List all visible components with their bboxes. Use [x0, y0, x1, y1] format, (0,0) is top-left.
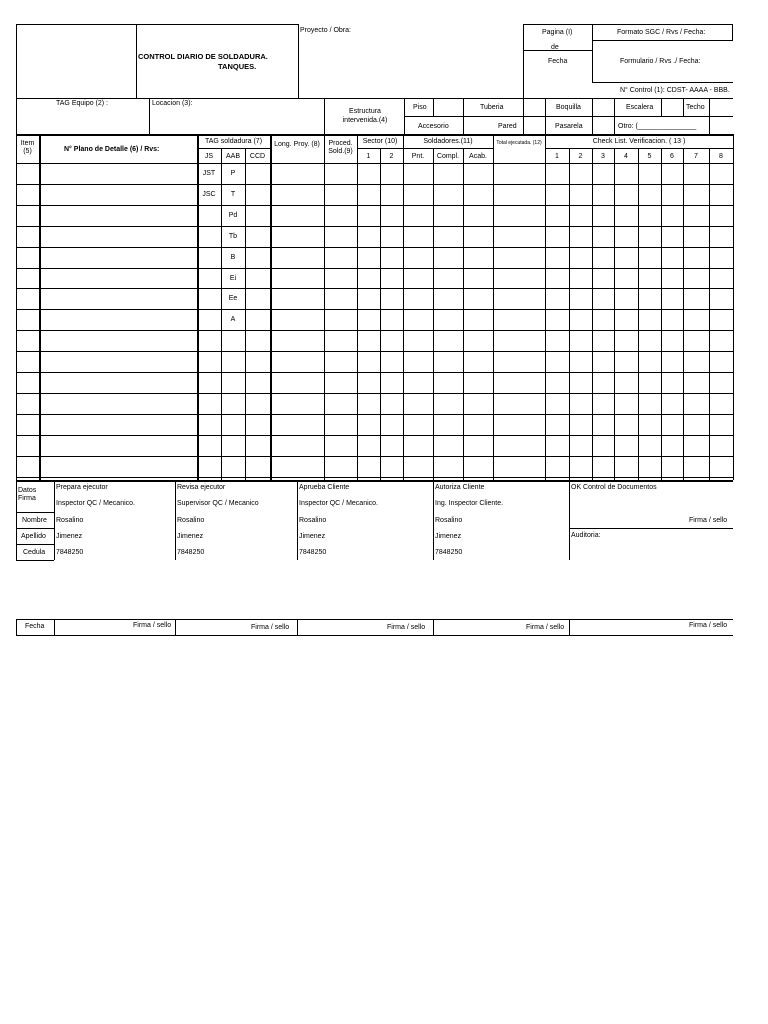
signature-3-nombre: Rosalino: [299, 517, 327, 524]
rule: [404, 116, 733, 117]
row-aab-value: T: [230, 191, 236, 198]
location-label: Locacion (3):: [152, 100, 193, 107]
rule: [16, 619, 17, 635]
audit-label: Auditoria:: [571, 532, 601, 539]
signature-2-role: Supervisor QC / Mecanico: [177, 500, 259, 507]
row-js-value: JST: [202, 170, 216, 177]
checklist-col-5: 5: [647, 153, 652, 160]
roof-option: Techo: [686, 104, 705, 111]
checklist-header: Check List. Verificacion. ( 13 ): [592, 138, 686, 145]
surname-label: Apellido: [21, 533, 46, 540]
rule: [324, 98, 325, 134]
rule: [16, 372, 733, 373]
rule: [297, 619, 298, 635]
doc-control-label: OK Control de Documentos: [571, 484, 657, 491]
doc-control-signature: Firma / sello: [689, 517, 728, 524]
rule: [732, 24, 733, 40]
rule: [297, 480, 298, 560]
row-aab-value: Tb: [228, 233, 238, 240]
signature-1-nombre: Rosalino: [56, 517, 84, 524]
nozzle-option: Boquilla: [556, 104, 581, 111]
rule: [16, 98, 17, 134]
rule: [523, 24, 733, 25]
rule: [16, 134, 17, 480]
row-aab-value: B: [230, 254, 236, 261]
date-label: Fecha: [548, 58, 568, 65]
rule: [592, 82, 733, 83]
tag-weld-header: TAG soldadura (7): [204, 138, 263, 145]
of-label: de: [551, 44, 559, 51]
floor-option: Piso: [413, 104, 427, 111]
checklist-col-2: 2: [578, 153, 583, 160]
rule: [709, 148, 710, 480]
rule: [16, 480, 733, 482]
rule: [569, 148, 570, 480]
footer-signature-1: Firma / sello: [133, 622, 172, 629]
welders-col-acab: Acab.: [469, 153, 487, 160]
rule: [175, 619, 176, 635]
signature-4-cedula: 7848250: [435, 549, 463, 556]
form-subtitle: TANQUES.: [218, 62, 257, 71]
rule: [433, 619, 434, 635]
sector-col-1: 1: [366, 153, 371, 160]
signature-4-role: Ing. Inspector Cliente.: [435, 500, 504, 507]
rule: [661, 98, 662, 116]
rule: [592, 24, 593, 82]
item-header: Item (5): [20, 140, 35, 155]
rule: [16, 512, 54, 513]
signature-1-title: Prepara ejecutor: [56, 484, 108, 491]
rule: [149, 98, 150, 134]
rule: [16, 163, 733, 164]
rule: [39, 134, 41, 480]
rule: [614, 148, 615, 480]
ccd-header: CCD: [249, 153, 266, 160]
rule: [16, 309, 733, 310]
rule: [298, 24, 299, 98]
rule: [54, 619, 55, 635]
rule: [16, 226, 733, 227]
signature-1-role: Inspector QC / Mecanico.: [56, 500, 135, 507]
length-header: Long. Proy. (8): [274, 141, 320, 148]
js-header: JS: [204, 153, 214, 160]
welders-col-pnt: Pnt.: [411, 153, 425, 160]
row-aab-value: Pd: [228, 212, 238, 219]
aab-header: AAB: [225, 153, 240, 160]
rule: [16, 247, 733, 248]
procedure-header: Proced. Sold.(9): [328, 140, 353, 155]
rule: [16, 528, 54, 529]
row-aab-value: Ee: [228, 295, 238, 302]
signature-2-cedula: 7848250: [177, 549, 205, 556]
checklist-col-7: 7: [694, 153, 698, 160]
rule: [16, 98, 733, 99]
rule: [16, 205, 733, 206]
footer-signature-2: Firma / sello: [251, 624, 290, 631]
welders-col-compl: Compl.: [436, 153, 460, 160]
rule: [380, 148, 381, 480]
rule: [54, 480, 55, 560]
rule: [16, 480, 17, 560]
rule: [569, 480, 570, 560]
sector-header: Sector (10): [362, 138, 398, 145]
rule: [16, 619, 733, 620]
control-number-label: N° Control (1): CDST- AAAA - BBB.: [620, 87, 730, 94]
structure-label: Estructura intervenida.(4): [342, 108, 388, 124]
rule: [403, 134, 404, 480]
signature-2-apellido: Jimenez: [177, 533, 204, 540]
signature-4-title: Autoriza Cliente: [435, 484, 485, 491]
ladder-option: Escalera: [626, 104, 654, 111]
total-header: Total ejecutada. (12): [496, 140, 542, 146]
rule: [523, 24, 524, 98]
id-label: Cedula: [23, 549, 46, 556]
accessory-option: Accesorio: [418, 123, 449, 130]
sector-col-2: 2: [389, 153, 394, 160]
signature-2-nombre: Rosalino: [177, 517, 205, 524]
rule: [197, 134, 199, 480]
rule: [16, 393, 733, 394]
row-aab-value: Ei: [229, 275, 237, 282]
rule: [592, 40, 733, 41]
rule: [433, 480, 434, 560]
rule: [16, 635, 733, 636]
signature-data-label: Datos Firma: [18, 487, 37, 502]
checklist-col-3: 3: [601, 153, 605, 160]
plan-header: N° Plano de Detalle (6) / Rvs:: [64, 146, 160, 153]
rule: [661, 148, 662, 480]
footer-signature-3: Firma / sello: [387, 624, 426, 631]
other-option: Otro: (_______________: [618, 123, 697, 130]
footer-signature-5: Firma / sello: [689, 622, 728, 629]
rule: [16, 288, 733, 289]
rule: [592, 148, 593, 480]
rule: [175, 480, 176, 560]
walkway-option: Pasarela: [555, 123, 583, 130]
rule: [733, 134, 734, 480]
rule: [16, 351, 733, 352]
rule: [683, 98, 684, 116]
signature-3-title: Aprueba Cliente: [299, 484, 350, 491]
signature-4-apellido: Jimenez: [435, 533, 462, 540]
rule: [16, 544, 54, 545]
signature-2-title: Revisa ejecutor: [177, 484, 226, 491]
signature-3-role: Inspector QC / Mecanico.: [299, 500, 378, 507]
welders-header: Soldadores.(11): [423, 138, 473, 145]
rule: [270, 134, 272, 480]
rule: [16, 477, 733, 478]
footer-signature-4: Firma / sello: [526, 624, 565, 631]
rule: [545, 148, 733, 149]
rule: [433, 98, 434, 116]
rule: [545, 134, 546, 480]
checklist-col-4: 4: [624, 153, 628, 160]
signature-4-nombre: Rosalino: [435, 517, 463, 524]
rule: [569, 619, 570, 635]
rule: [16, 268, 733, 269]
signature-3-apellido: Jimenez: [299, 533, 326, 540]
rule: [245, 148, 246, 480]
rule: [569, 528, 733, 529]
form-revision-label: Formulario / Rvs ./ Fecha:: [620, 58, 701, 65]
rule: [16, 414, 733, 415]
rule: [16, 560, 54, 561]
form-title: CONTROL DIARIO DE SOLDADURA.: [138, 52, 268, 61]
rule: [493, 134, 494, 480]
checklist-col-1: 1: [555, 153, 559, 160]
rule: [638, 148, 639, 480]
rule: [357, 148, 493, 149]
signature-1-apellido: Jimenez: [56, 533, 83, 540]
signature-3-cedula: 7848250: [299, 549, 327, 556]
pipe-option: Tuberia: [480, 104, 504, 111]
row-aab-value: P: [230, 170, 236, 177]
rule: [197, 148, 270, 149]
rule: [16, 435, 733, 436]
rule: [324, 134, 325, 480]
rule: [16, 134, 733, 136]
checklist-col-6: 6: [670, 153, 674, 160]
rule: [357, 134, 358, 480]
format-label: Formato SGC / Rvs / Fecha:: [617, 29, 706, 36]
rule: [16, 24, 17, 98]
name-label: Nombre: [22, 517, 47, 524]
project-label: Proyecto / Obra:: [300, 27, 351, 34]
rule: [683, 148, 684, 480]
row-js-value: JSC: [202, 191, 216, 198]
checklist-col-8: 8: [719, 153, 723, 160]
rule: [16, 456, 733, 457]
page-label: Pagina (I): [542, 29, 573, 36]
rule: [16, 184, 733, 185]
rule: [433, 148, 434, 480]
rule: [136, 24, 137, 98]
rule: [16, 330, 733, 331]
tag-equipment-label: TAG Equipo (2) :: [56, 100, 109, 107]
row-aab-value: A: [230, 316, 236, 323]
rule: [463, 148, 464, 480]
signature-1-cedula: 7848250: [56, 549, 84, 556]
footer-date-label: Fecha: [25, 623, 45, 630]
wall-option: Pared: [498, 123, 517, 130]
rule: [16, 24, 298, 25]
